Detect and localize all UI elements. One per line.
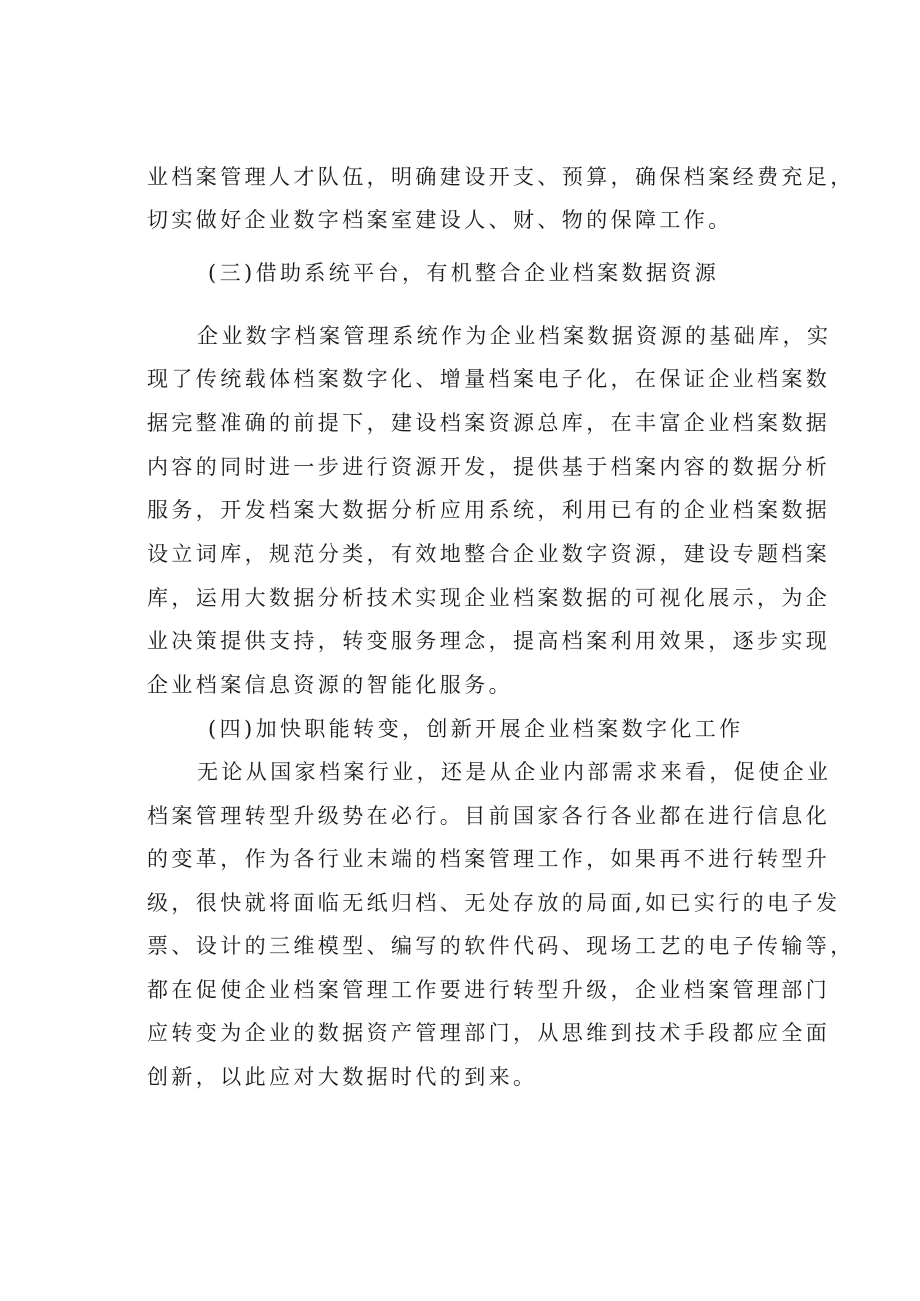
- text-line: 业档案管理人才队伍，明确建设开支、预算，确保档案经费充足，: [147, 165, 855, 189]
- text-line: 库，运用大数据分析技术实现企业档案数据的可视化展示，为企: [147, 586, 831, 610]
- text-line: 档案管理转型升级势在必行。目前国家各行各业都在进行信息化: [147, 804, 831, 828]
- section-heading: (四)加快职能转变，创新开展企业档案数字化工作: [208, 717, 744, 741]
- text-line: 无论从国家档案行业，还是从企业内部需求来看，促使企业: [197, 760, 832, 784]
- text-line: 应转变为企业的数据资产管理部门，从思维到技术手段都应全面: [147, 1021, 831, 1045]
- text-line: 内容的同时进一步进行资源开发，提供基于档案内容的数据分析: [147, 455, 831, 479]
- text-line: 企业数字档案管理系统作为企业档案数据资源的基础库，实: [197, 324, 832, 348]
- text-line: 切实做好企业数字档案室建设人、财、物的保障工作。: [147, 208, 733, 232]
- text-line: 创新，以此应对大数据时代的到来。: [147, 1065, 538, 1089]
- text-line: 据完整准确的前提下，建设档案资源总库，在丰富企业档案数据: [147, 411, 831, 435]
- section-heading: (三)借助系统平台，有机整合企业档案数据资源: [208, 261, 720, 285]
- text-line: 级，很快就将面临无纸归档、无处存放的局面,如已实行的电子发: [147, 891, 841, 915]
- text-line: 票、设计的三维模型、编写的软件代码、现场工艺的电子传输等，: [147, 934, 855, 958]
- text-line: 的变革，作为各行业末端的档案管理工作，如果再不进行转型升: [147, 847, 831, 871]
- text-line: 业决策提供支持，转变服务理念，提高档案利用效果，逐步实现: [147, 629, 831, 653]
- text-line: 企业档案信息资源的智能化服务。: [147, 673, 513, 697]
- text-line: 都在促使企业档案管理工作要进行转型升级，企业档案管理部门: [147, 978, 831, 1002]
- text-line: 服务，开发档案大数据分析应用系统，利用已有的企业档案数据: [147, 498, 831, 522]
- text-line: 设立词库，规范分类，有效地整合企业数字资源，建设专题档案: [147, 542, 831, 566]
- text-line: 现了传统载体档案数字化、增量档案电子化，在保证企业档案数: [147, 367, 831, 391]
